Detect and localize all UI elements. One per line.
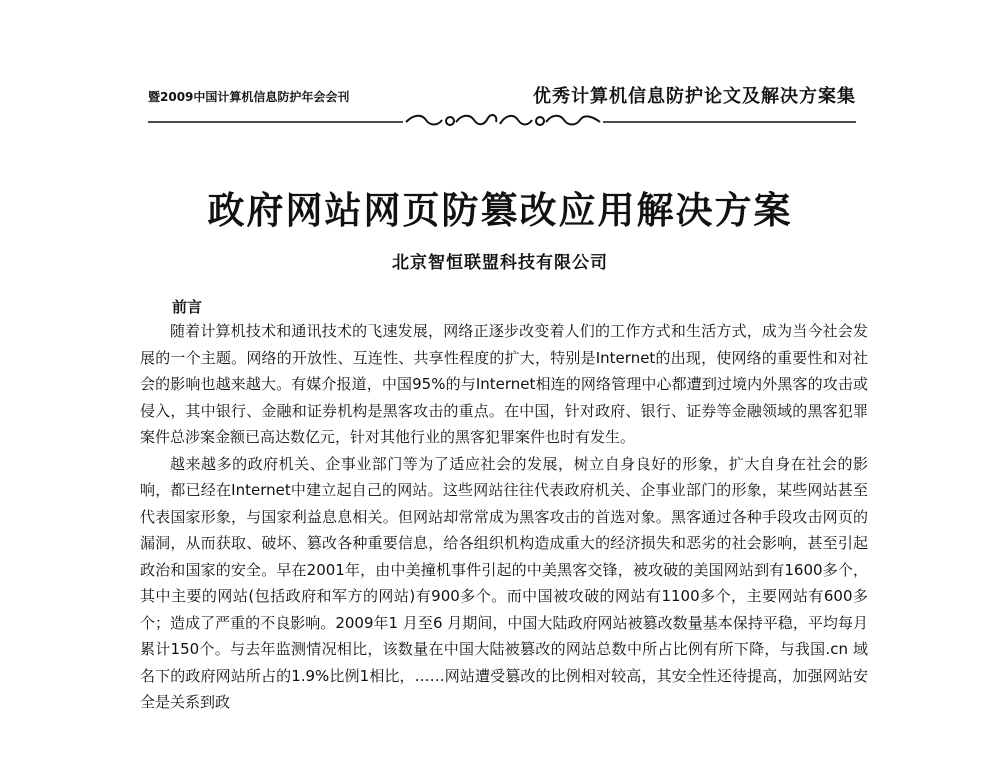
paragraph: 随着计算机技术和通讯技术的飞速发展，网络正逐步改变着人们的工作方式和生活方式，成为当今社会发展的一个主题。网络的开放性、互连性、共享性程度的扩大，特别是Internet的出现，使网络的重要性和对社会的影响也越来越大。有媒介报道，中国95%的与Internet相连的网络管理中心都遭到过境内外黑客的攻击或侵入，其中银行、金融和证券机构是黑客攻击的重点。在中国，针对政府、银行、证券等金融领域的黑客犯罪案件总涉案金额已高达数亿元，针对其他行业的黑客犯罪案件也时有发生。 — [140, 322, 868, 446]
paragraph: 越来越多的政府机关、企事业部门等为了适应社会的发展，树立自身良好的形象，扩大自身在社会的影响，都已经在Internet中建立起自己的网站。这些网站往往代表政府机关、企事业部门的形象，某些网站甚至代表国家形象，与国家利益息息相关。但网站却常常成为黑客攻击的首选对象。黑客通过各种手段攻击网页的漏洞，从而获取、破坏、篡改各种重要信息，给各组织机构造成重大的经济损失和恶劣的社会影响，甚至引起政治和国家的安全。早在2001年，由中美撞机事件引起的中美黑客交锋，被攻破的美国网站到有1600多个，其中主要的网站(包括政府和军方的网站)有900多个。而中国被攻破的网站有1100多个，主要网站有600多个；造成了严重的不良影响。2009年1 月至6 月期间，中国大陆政府网站被篡改数量基本保持平稳，平均每月累计150个。与去年监测情况相比，该数量在中国大陆被篡改的网站总数中所占比例有所下降，与我国.cn 域名下的政府网站所占的1.9%比例1相比，……网站遭受篡改的比例相对较高，其安全性还待提高，加强网站安全是关系到政 — [140, 454, 868, 711]
article-author: 北京智恒联盟科技有限公司 — [392, 253, 608, 273]
article-body — [140, 318, 868, 716]
journal-header-left: 暨2009中国计算机信息防护年会会刊 — [148, 90, 350, 104]
journal-header-right: 优秀计算机信息防护论文及解决方案集 — [533, 86, 856, 107]
section-heading: 前言 — [172, 298, 203, 316]
ornamental-divider — [148, 112, 856, 132]
article-title: 政府网站网页防篡改应用解决方案 — [207, 188, 793, 232]
